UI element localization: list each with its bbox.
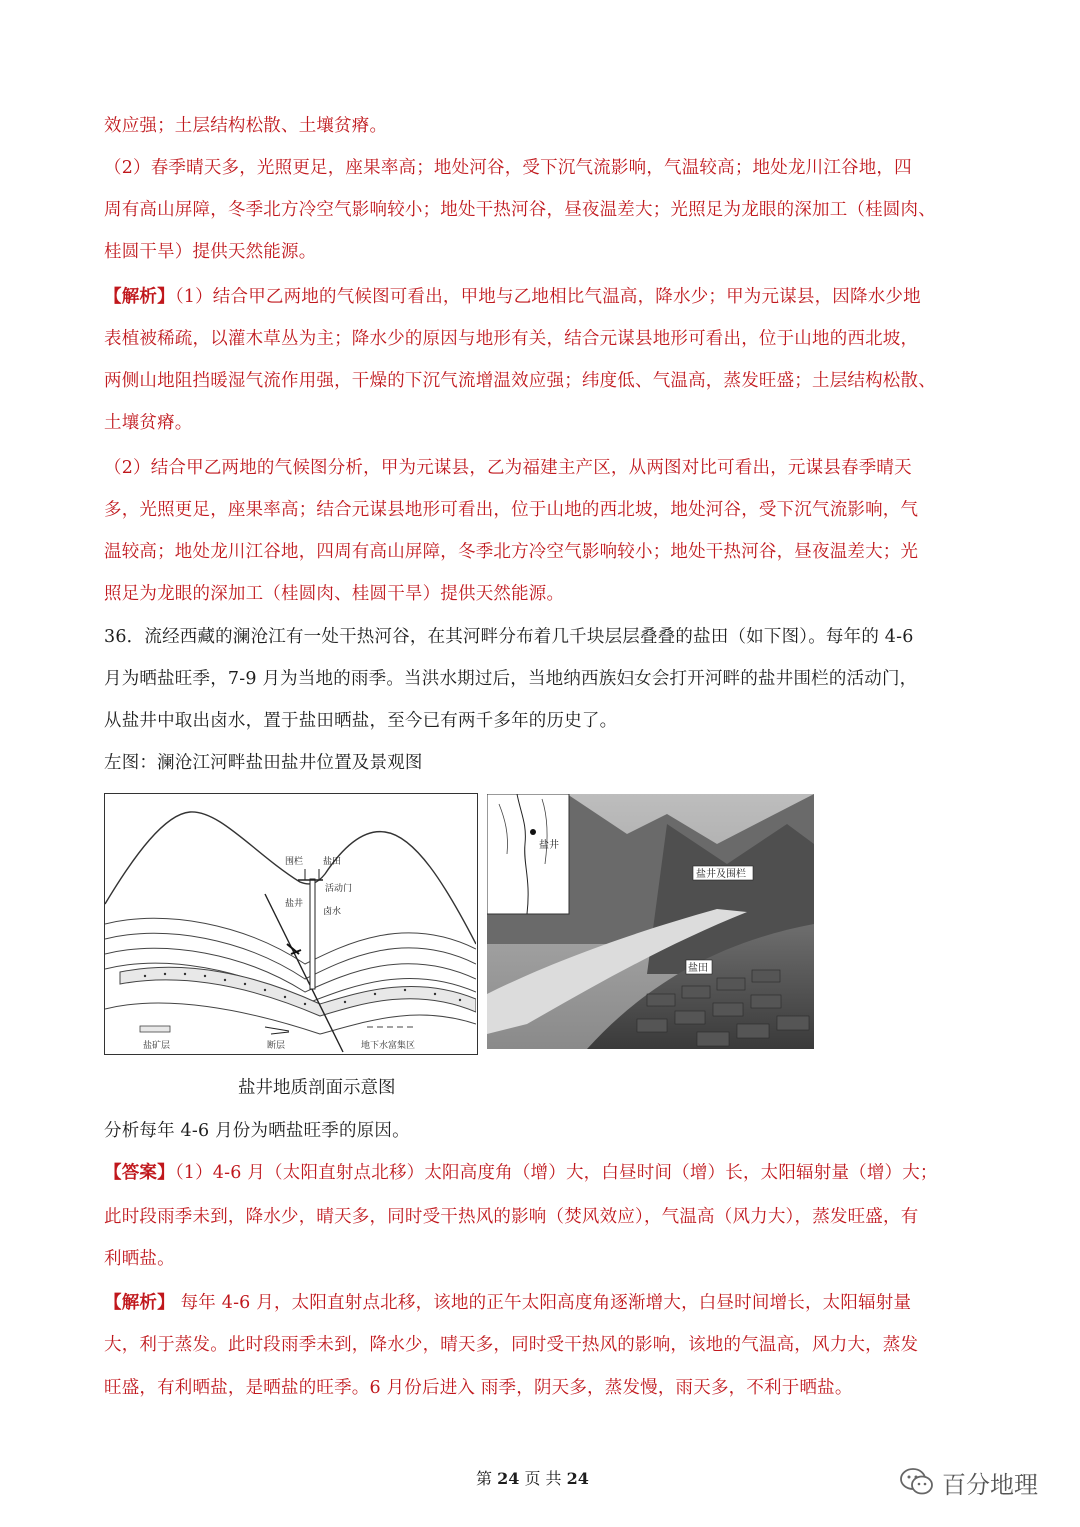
text-line: 大，利于蒸发。此时段雨季未到，降水少，晴天多，同时受干热风的影响，该地的气温高，风力大，蒸发 (104, 1335, 919, 1355)
answer-tag: 【答案】 (104, 1163, 175, 1183)
text-line: 温较高；地处龙川江谷地，四周有高山屏障，冬季北方冷空气影响较小；地处干热河谷，昼夜温差大；光 (104, 542, 919, 562)
footer-page-number: 24 (497, 1469, 520, 1488)
text-line (104, 283, 921, 308)
label-well: 盐井 (285, 899, 304, 909)
text-line: 左图：澜沧江河畔盐田盐井位置及景观图 (104, 753, 423, 773)
text-line: 照足为龙眼的深加工（桂圆肉、桂圆干旱）提供天然能源。 (104, 584, 565, 604)
text-line: 桂圆干旱）提供天然能源。 (104, 242, 317, 262)
footer-total-pages: 24 (566, 1469, 589, 1488)
geological-section-diagram (104, 793, 478, 1055)
figure-caption: 盐井地质剖面示意图 (238, 1078, 396, 1098)
map-well-label: 盐井 (539, 840, 559, 851)
watermark-label: 百分地理 (942, 1470, 1038, 1499)
text-line: （2）结合甲乙两地的气候图分析，甲为元谋县，乙为福建主产区，从两图对比可看出，元谋县春季晴天 (104, 458, 912, 478)
label-fence: 围栏 (285, 857, 304, 867)
legend-aquifer: 地下水富集区 (361, 1041, 416, 1051)
text-line: 月为晒盐旺季，7-9 月为当地的雨季。当洪水期过后，当地纳西族妇女会打开河畔的盐井围栏的活动门， (104, 669, 918, 689)
text-line: 土壤贫瘠。 (104, 413, 193, 433)
text-line: 多，光照更足，座果率高；结合元谋县地形可看出，位于山地的西北坡，地处河谷，受下沉气流影响，气 (104, 500, 919, 520)
analysis-tag: 【解析】 (104, 287, 175, 307)
text-line (104, 1289, 911, 1314)
footer-prefix: 第 (476, 1469, 493, 1488)
legend-fault: 断层 (267, 1041, 286, 1051)
text-line (104, 1159, 938, 1184)
wechat-icon (900, 1467, 934, 1497)
analysis-first-line: （1）结合甲乙两地的气候图可看出，甲地与乙地相比气温高，降水少；甲为元谋县，因降水少地 (174, 287, 921, 307)
text-line: 效应强；土层结构松散、土壤贫瘠。 (104, 116, 388, 136)
legend-salt-layer: 盐矿层 (143, 1041, 171, 1051)
legend (140, 1026, 415, 1051)
text-line: 两侧山地阻挡暖湿气流作用强，干燥的下沉气流增温效应强；纬度低、气温高，蒸发旺盛；土层结构松散、 (104, 371, 936, 391)
text-line: 从盐井中取出卤水，置于盐田晒盐，至今已有两千多年的历史了。 (104, 711, 618, 731)
text-line: 旺盛，有利晒盐，是晒盐的旺季。6 月份后进入 雨季，阴天多，蒸发慢，雨天多，不利于晒盐。 (104, 1378, 853, 1398)
label-brine: 卤水 (323, 907, 342, 917)
text-line: 表植被稀疏，以灌木草丛为主；降水少的原因与地形有关，结合元谋县地形可看出，位于山地的西北坡， (104, 329, 919, 349)
label-salt-field: 盐田 (323, 857, 342, 867)
text-line: （2）春季晴天多，光照更足，座果率高；地处河谷，受下沉气流影响，气温较高；地处龙川江谷地，四 (104, 158, 912, 178)
label-gate: 活动门 (325, 884, 353, 894)
page-footer (476, 1466, 589, 1489)
photo-label-salt-field: 盐田 (688, 963, 708, 974)
text-line: 此时段雨季未到，降水少，晴天多，同时受干热风的影响（焚风效应），气温高（风力大），蒸发旺盛，有 (104, 1207, 919, 1227)
photo-label-well-fence: 盐井及围栏 (696, 869, 746, 880)
landscape-photo (487, 794, 814, 1049)
answer-first-line: （1）4-6 月（太阳直射点北移）太阳高度角（增）大，白昼时间（增）长，太阳辐射量（增）大； (174, 1163, 938, 1183)
text-line: 利晒盐。 (104, 1249, 175, 1269)
text-line: 周有高山屏障，冬季北方冷空气影响较小；地处干热河谷，昼夜温差大；光照足为龙眼的深加工（桂圆肉、 (104, 200, 936, 220)
analysis-tag: 【解析】 (104, 1293, 175, 1313)
footer-mid: 页 共 (524, 1469, 562, 1488)
wechat-watermark (900, 1464, 1038, 1500)
text-line: 36．流经西藏的澜沧江有一处干热河谷，在其河畔分布着几千块层层叠叠的盐田（如下图）。每年的 4-6 (104, 627, 914, 647)
analysis-first-line: 每年 4-6 月，太阳直射点北移，该地的正午太阳高度角逐渐增大，白昼时间增长，太阳辐射量 (174, 1293, 912, 1313)
text-line: 分析每年 4-6 月份为晒盐旺季的原因。 (104, 1121, 410, 1141)
